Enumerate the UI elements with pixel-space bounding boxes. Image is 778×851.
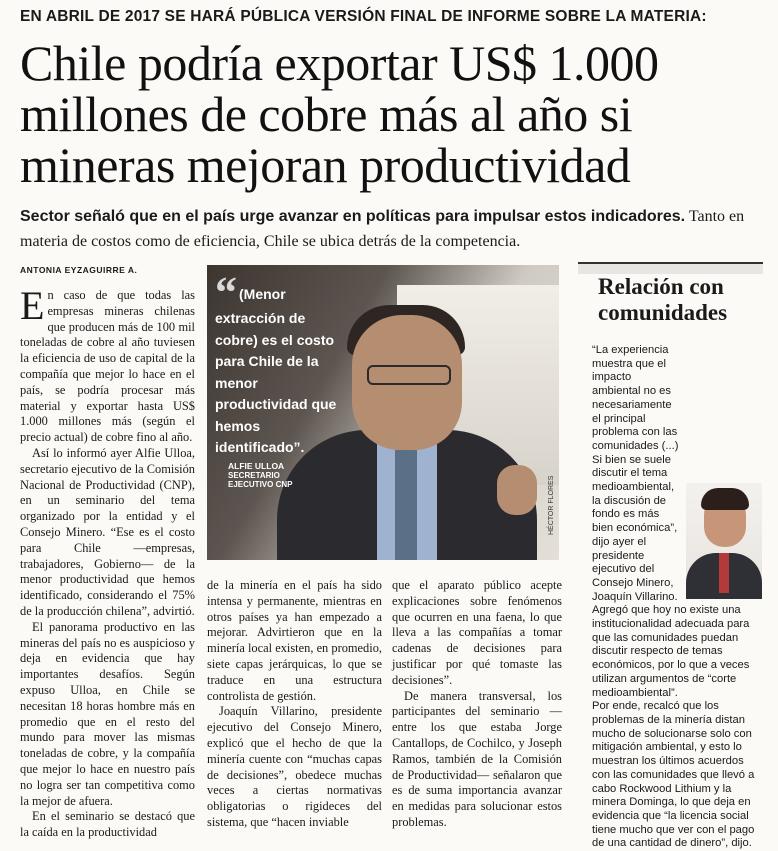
pull-quote-text: (Menor extracción de cobre) es el costo para Chile de la menor productividad que hemos identificado”. <box>215 286 337 455</box>
paragraph: de la minería en el país ha sido intensa y permanente, mientras en otros países ya han empezado a mejorar. Advirtieron que en la minería local existen, en promedio, siete capas jerárquicas, lo que se traduce en una estructura controlista de gestión. <box>207 578 382 703</box>
paragraph: Joaquín Villarino, presidente ejecutivo del Consejo Minero, explicó que el hecho de que la minería cuente con “muchas capas de decisiones”, obedece muchas veces a ciertas normativas obligatorias o rigideces del sistema, que “hacen inviable <box>207 704 382 829</box>
pull-quote-author <box>228 462 292 489</box>
deck <box>20 204 760 254</box>
sidebar-title <box>598 274 727 326</box>
paragraph-text: n caso de que todas las empresas mineras chilenas que producen más de 100 mil toneladas de cobre al año tuviesen la eficiencia de uso de capital de la compañía que mejor lo hace en el país, se podría procesar más material y exportar hasta US$ 1.000 millones más (según el precio actual) de cobre fino al año. <box>20 288 195 445</box>
paragraph <box>20 283 195 446</box>
speaker-glasses <box>367 365 451 385</box>
speaker-hand <box>497 465 537 515</box>
photo-credit: HÉCTOR FLORES <box>548 475 555 535</box>
sidebar-band <box>578 264 763 274</box>
paragraph: Así lo informó ayer Alfie Ulloa, secretario ejecutivo de la Comisión Nacional de Productividad (CNP), en un seminario del tema organizado por la entidad y el Consejo Minero. “Ese es el costo para Chile —empresas, trabajadores, Gobierno— de la menor productividad que hemos identificado, considerando el 75% de la producción chilena”, advirtió. <box>20 445 195 618</box>
quote-mark: “ <box>215 268 237 317</box>
sidebar-paragraph <box>592 344 762 700</box>
paragraph: El panorama productivo en las mineras del país no es auspicioso y deja en evidencia que hay importantes desafíos. Según expuso Ulloa, en Chile se necesitan 18 horas hombre más en promedio que en el resto del mundo para mover las mismas toneladas de cobre, y la compañía que mejor lo hace en nuestro país no logra ser tan competitiva como la mejor de afuera. <box>20 619 195 808</box>
drop-cap: E <box>20 283 45 328</box>
author-name: ALFIE ULLOA <box>228 461 285 471</box>
author-role: SECRETARIO <box>228 471 280 480</box>
paragraph: que el aparato público acepte explicaciones sobre fenómenos que ocurren en una faena, lo que lleva a las compañías a tomar cadenas de decisiones para justificar por qué tomaste las decisiones”. <box>392 578 562 687</box>
paragraph: En el seminario se destacó que la caída en la productividad <box>20 809 195 840</box>
paragraph: De manera transversal, los participantes del seminario —entre los que estaba Jorge Cantallops, de Cochilco, y Joseph Ramos, también de la Comisión de Productividad— señalaron que es de suma importancia avanzar en medidas para solucionar estos problemas. <box>392 688 562 829</box>
sidebar-text <box>592 344 762 851</box>
deck-rest: Tanto en materia de costos como de eficiencia, Chile se ubica detrás de la competencia. <box>20 208 745 250</box>
kicker: EN ABRIL DE 2017 SE HARÁ PÚBLICA VERSIÓN FINAL DE INFORME SOBRE LA MATERIA: <box>20 8 707 25</box>
article-column-2 <box>207 578 382 831</box>
sidebar-paragraph-text: “La experiencia muestra que el impacto ambiental no es necesariamente el principal problema con las comunidades (...) Si bien se suele discutir el tema medioambiental, la discusión de fondo es más bien económica”, dijo ayer el presidente ejecutivo del Consejo Minero, Joaquín Villarino. Agregó que hoy no existe una institucionalidad adecuada para que las comunidades puedan discutir respecto de temas económicos, por lo que a veces utilizan argumentos de “corte medioambiental”. <box>592 344 750 699</box>
sidebar-title-line: Relación con <box>598 274 724 299</box>
portrait-spacer <box>682 481 762 597</box>
headline <box>20 35 765 193</box>
headline-line-2: millones de cobre más al año si <box>20 86 633 142</box>
pull-quote <box>215 268 340 459</box>
author-role: EJECUTIVO CNP <box>228 480 293 489</box>
article-column-3 <box>392 578 562 831</box>
article-column-1 <box>20 283 195 841</box>
sidebar-paragraph: Por ende, recalcó que los problemas de la minería distan mucho de solucionarse solo con mitigación ambiental, y esto lo muestran los últimos acuerdos con las comunidades que llevó a cabo Rockwood Lithium y la minera Dominga, lo que deja en evidencia que “la licencia social tiene mucho que ver con el pago de una cantidad de dinero”, dijo. <box>592 700 755 850</box>
speaker-tie <box>395 450 417 560</box>
headline-line-1: Chile podría exportar US$ 1.000 <box>20 35 659 91</box>
byline: ANTONIA EYZAGUIRRE A. <box>20 265 138 275</box>
deck-bold: Sector señaló que en el país urge avanzar en políticas para impulsar estos indicadores. <box>20 208 686 225</box>
headline-line-3: mineras mejoran productividad <box>20 137 631 193</box>
sidebar-title-line: comunidades <box>598 300 728 325</box>
